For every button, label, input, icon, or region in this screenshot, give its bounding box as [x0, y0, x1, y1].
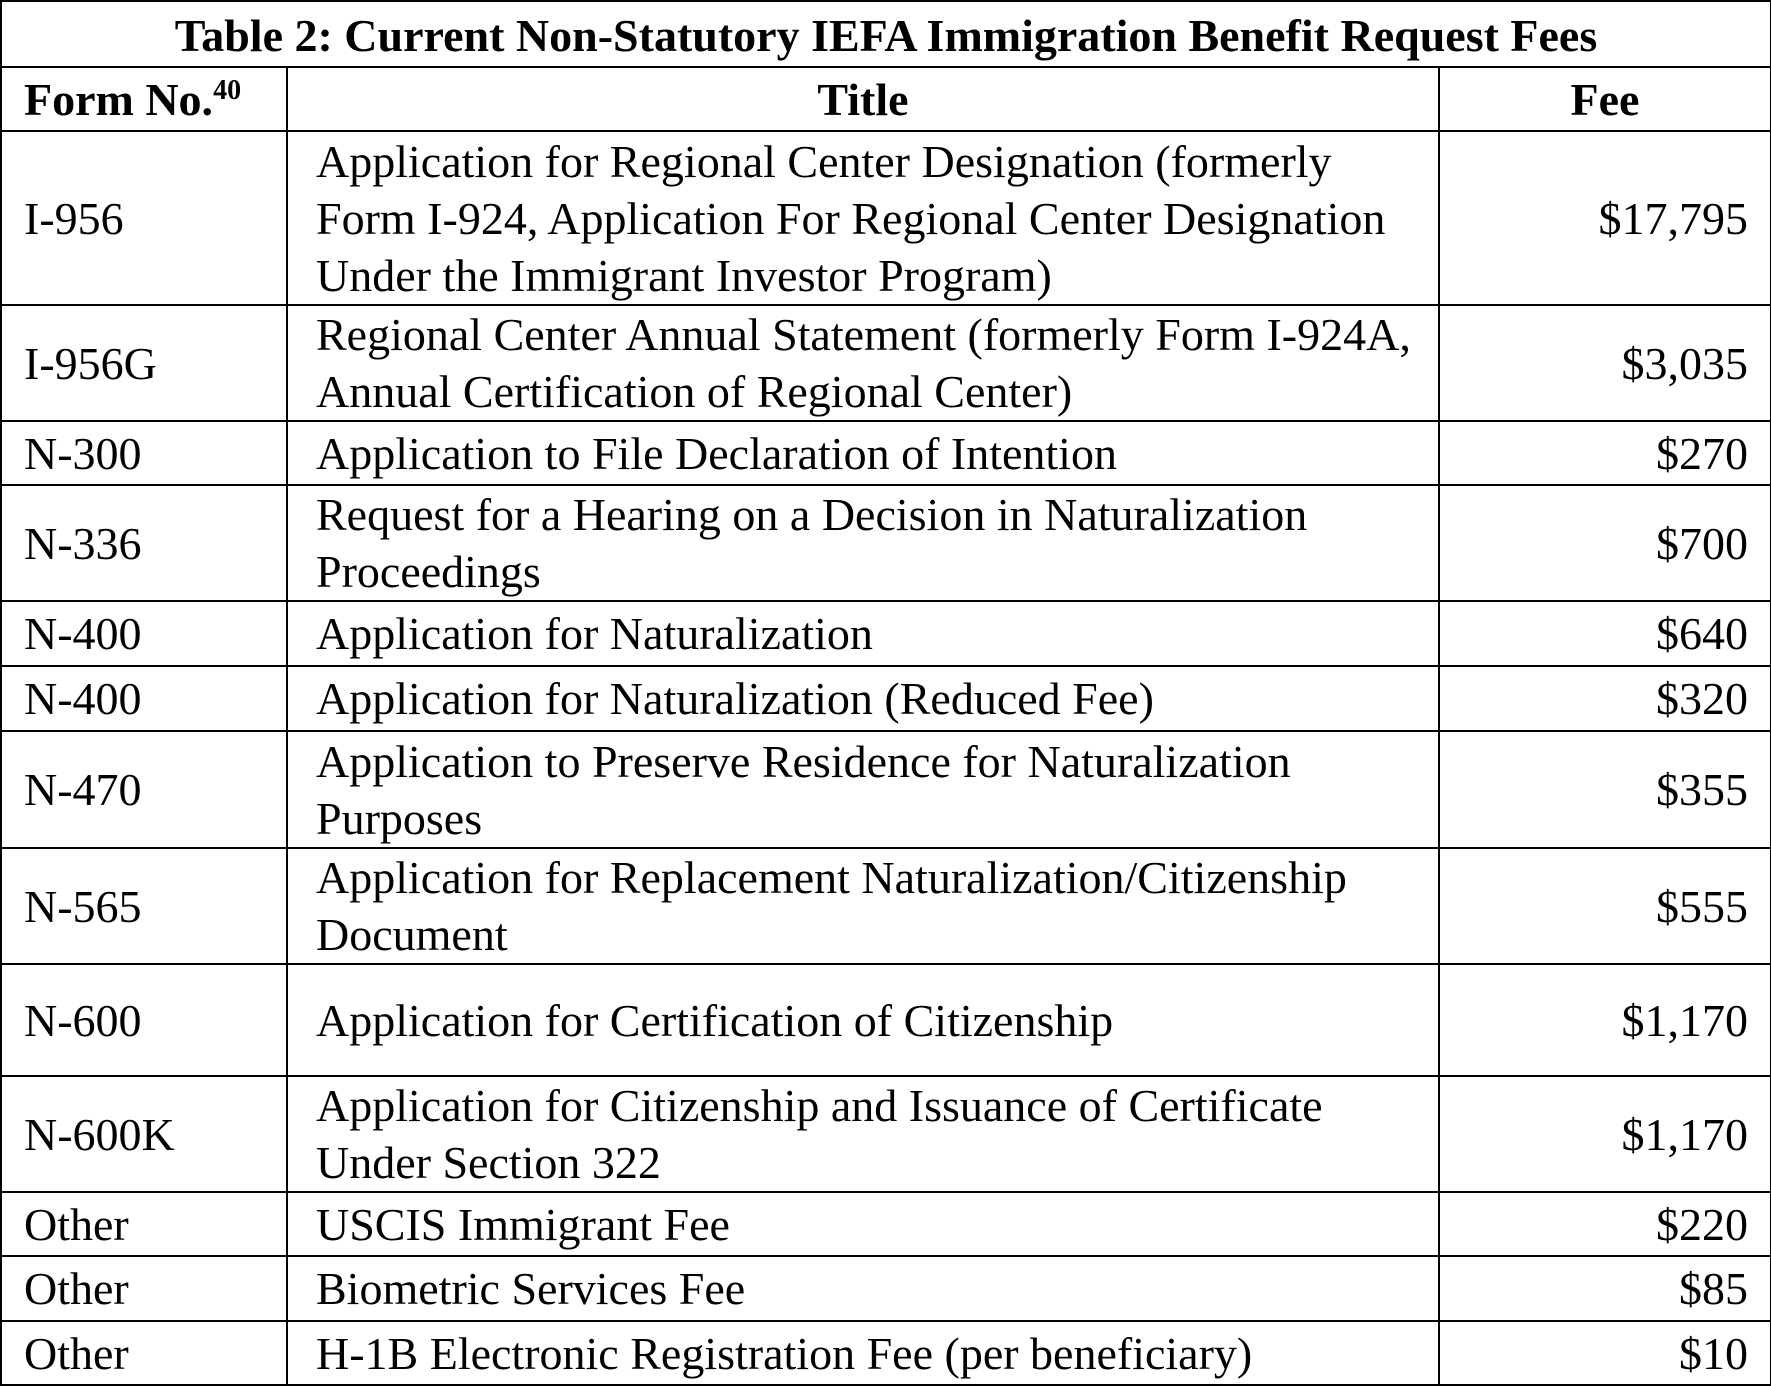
table-row — [1, 131, 1771, 305]
form-title-cell: Application for Citizenship and Issuance of Certificate Under Section 322 — [287, 1076, 1439, 1192]
form-title-cell: Application for Certification of Citizenship — [287, 964, 1439, 1076]
form-title-cell: USCIS Immigrant Fee — [287, 1192, 1439, 1256]
form-number-cell: I-956 — [1, 131, 287, 305]
form-title-cell: Application for Regional Center Designation (formerly Form I-924, Application For Regional Center Designation Under the Immigrant Investor Program) — [287, 131, 1439, 305]
fee-cell: $1,170 — [1439, 1076, 1771, 1192]
table-row — [1, 305, 1771, 421]
form-number-cell: Other — [1, 1321, 287, 1385]
fee-cell: $3,035 — [1439, 305, 1771, 421]
form-title-cell: Application for Naturalization (Reduced Fee) — [287, 666, 1439, 731]
table-caption: Table 2: Current Non-Statutory IEFA Immigration Benefit Request Fees — [1, 1, 1771, 67]
form-title-cell: Application to Preserve Residence for Naturalization Purposes — [287, 731, 1439, 848]
fee-cell: $17,795 — [1439, 131, 1771, 305]
form-title-cell: Application for Naturalization — [287, 601, 1439, 666]
form-title-cell: Request for a Hearing on a Decision in Naturalization Proceedings — [287, 485, 1439, 601]
header-form-no — [1, 67, 287, 131]
form-number-cell: N-400 — [1, 666, 287, 731]
header-row — [1, 67, 1771, 131]
table-row — [1, 1076, 1771, 1192]
table-row — [1, 601, 1771, 666]
form-number-cell: N-336 — [1, 485, 287, 601]
form-number-cell: Other — [1, 1256, 287, 1321]
footnote-marker: 40 — [213, 74, 242, 106]
table-row — [1, 485, 1771, 601]
fee-cell: $220 — [1439, 1192, 1771, 1256]
form-number-cell: N-565 — [1, 848, 287, 964]
form-number-cell: N-400 — [1, 601, 287, 666]
table-row — [1, 1321, 1771, 1385]
caption-row — [1, 1, 1771, 67]
header-fee: Fee — [1439, 67, 1771, 131]
form-title-cell: Biometric Services Fee — [287, 1256, 1439, 1321]
fee-cell: $85 — [1439, 1256, 1771, 1321]
table-row — [1, 666, 1771, 731]
form-number-cell: N-600 — [1, 964, 287, 1076]
table-row — [1, 421, 1771, 485]
table-row — [1, 731, 1771, 848]
fee-cell: $700 — [1439, 485, 1771, 601]
table-row — [1, 1256, 1771, 1321]
fee-cell: $270 — [1439, 421, 1771, 485]
table-row — [1, 964, 1771, 1076]
form-title-cell: Regional Center Annual Statement (formerly Form I-924A, Annual Certification of Regional Center) — [287, 305, 1439, 421]
fee-cell: $10 — [1439, 1321, 1771, 1385]
fee-cell: $640 — [1439, 601, 1771, 666]
form-number-cell: Other — [1, 1192, 287, 1256]
header-form-no-label: Form No. — [24, 73, 214, 125]
fee-cell: $355 — [1439, 731, 1771, 848]
form-title-cell: Application to File Declaration of Intention — [287, 421, 1439, 485]
header-title: Title — [287, 67, 1439, 131]
table-row — [1, 848, 1771, 964]
fee-cell: $320 — [1439, 666, 1771, 731]
form-title-cell: H-1B Electronic Registration Fee (per beneficiary) — [287, 1321, 1439, 1385]
form-number-cell: N-470 — [1, 731, 287, 848]
form-number-cell: I-956G — [1, 305, 287, 421]
form-number-cell: N-300 — [1, 421, 287, 485]
fee-cell: $1,170 — [1439, 964, 1771, 1076]
table-row — [1, 1192, 1771, 1256]
fee-cell: $555 — [1439, 848, 1771, 964]
form-number-cell: N-600K — [1, 1076, 287, 1192]
form-title-cell: Application for Replacement Naturalization/Citizenship Document — [287, 848, 1439, 964]
